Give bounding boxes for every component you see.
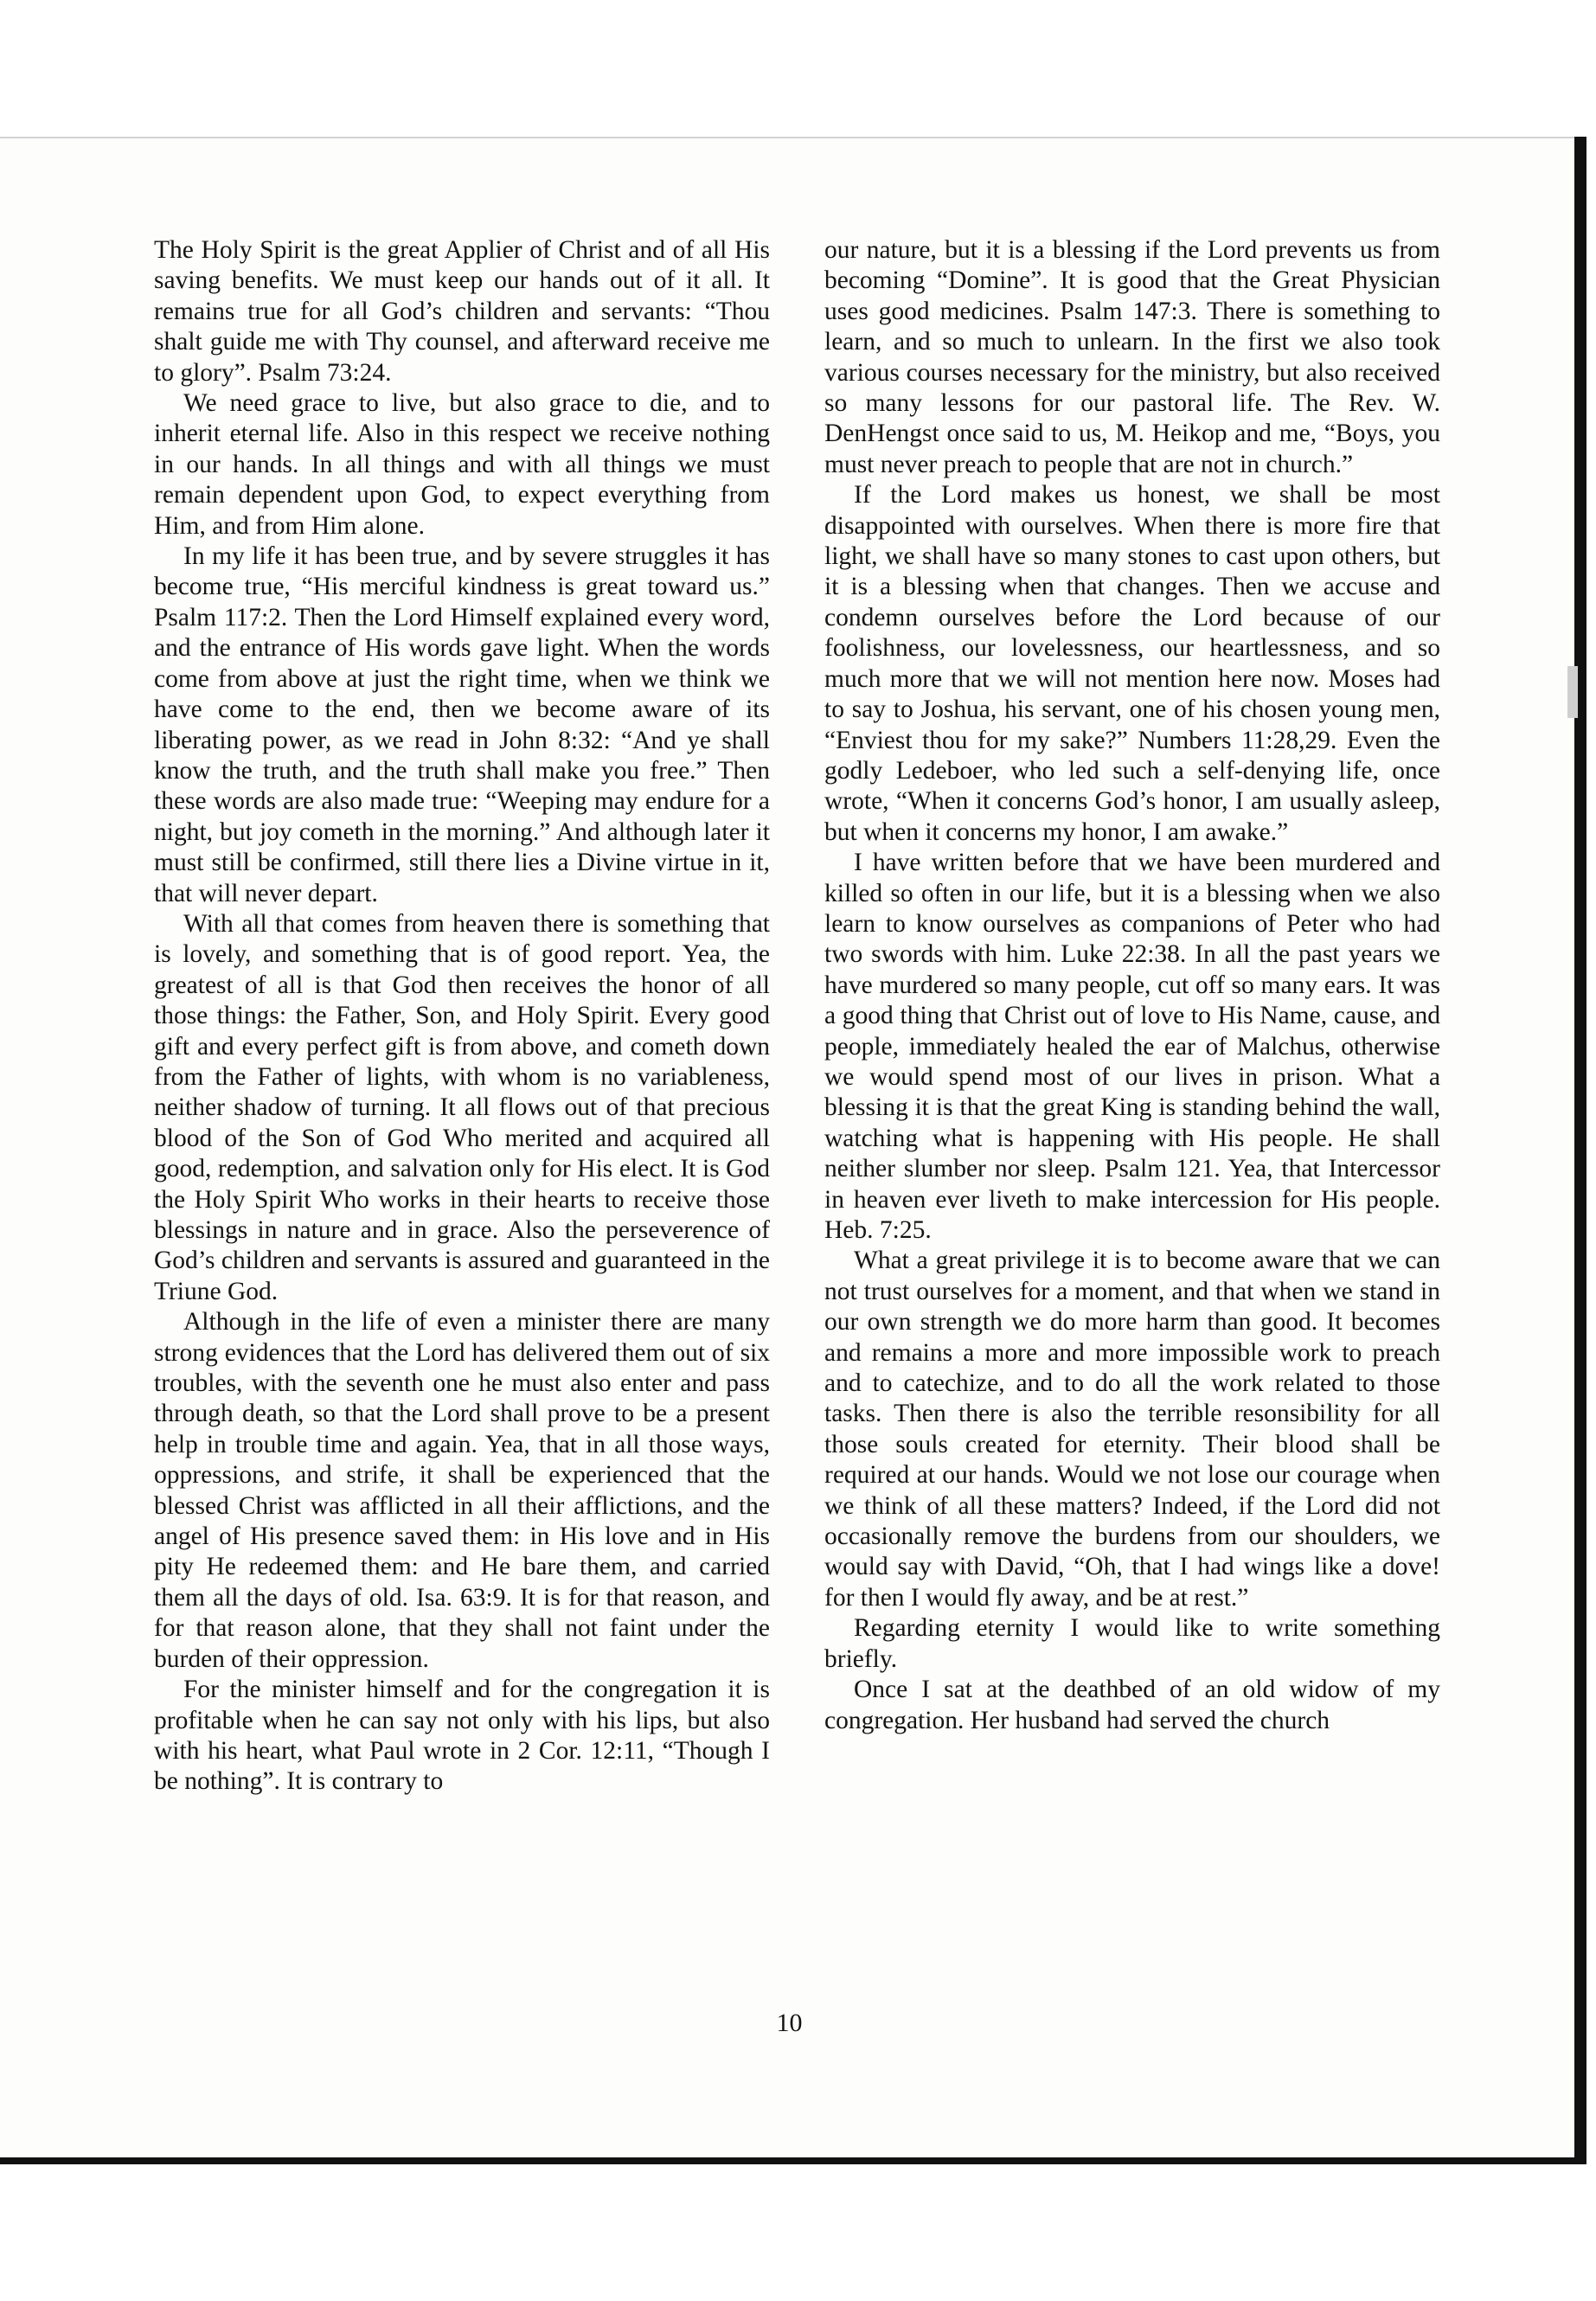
paragraph: For the minister himself and for the congregation it is profitable when he can say not only with his lips, but also with his heart, what Paul wrote in 2 Cor. 12:11, “Though I be nothing”. It is contrary to	[154, 1676, 770, 1796]
right-column	[824, 235, 1440, 1736]
page-edge-tab	[1567, 666, 1578, 718]
paragraph: We need grace to live, but also grace to die, and to inherit eternal life. Also in this respect we receive nothing in our hands. In all things and with all things we must remain dependent upon God, to expect everything from Him, and from Him alone.	[154, 389, 770, 540]
left-column	[154, 235, 770, 1798]
paragraph: I have written before that we have been murdered and killed so often in our life, but it is a blessing when we also learn to know ourselves as companions of Peter who had two swords with him. Luke 22:38. In all the past years we have murdered so many people, cut off so many ears. It was a good thing that Christ out of love to His Name, cause, and people, immediately healed the ear of Malchus, otherwise we would spend most of our lives in prison. What a blessing it is that the great King is standing behind the wall, watching what is happening with His people. He shall neither slumber nor sleep. Psalm 121. Yea, that Intercessor in heaven ever liveth to make intercession for His people. Heb. 7:25.	[824, 849, 1440, 1244]
paragraph: Regarding eternity I would like to write something briefly.	[824, 1614, 1440, 1673]
paragraph: Once I sat at the deathbed of an old widow of my congregation. Her husband had served the church	[824, 1676, 1440, 1734]
paragraph: In my life it has been true, and by severe struggles it has become true, “His merciful kindness is great toward us.” Psalm 117:2. Then the Lord Himself explained every word, and the entrance of His words gave light. When the words come from above at just the right time, when we think we have come to the end, then we become aware of its liberating power, as we read in John 8:32: “And ye shall know the truth, and the truth shall make you free.” Then these words are also made true: “Weeping may endure for a night, but joy cometh in the morning.” And although later it must still be confirmed, still there lies a Divine virtue in it, that will never depart.	[154, 542, 770, 907]
paragraph: The Holy Spirit is the great Applier of Christ and of all His saving benefits. We must keep our hands out of it all. It remains true for all God’s children and servants: “Thou shalt guide me with Thy counsel, and afterward receive me to glory”. Psalm 73:24.	[154, 236, 770, 387]
paragraph: With all that comes from heaven there is something that is lovely, and something that is of good report. Yea, the greatest of all is that God then receives the honor of all those things: the Father, Son, and Holy Spirit. Every good gift and every perfect gift is from above, and cometh down from the Father of lights, with whom is no variableness, neither shadow of turning. It all flows out of that precious blood of the Son of God Who merited and acquired all good, redemption, and salvation only for His elect. It is God the Holy Spirit Who works in their hearts to receive those blessings in nature and in grace. Also the perseverence of God’s children and servants is assured and guaranteed in the Triune God.	[154, 909, 770, 1305]
paragraph: Although in the life of even a minister there are many strong evidences that the Lord has delivered them out of six troubles, with the seventh one he must also enter and pass through death, so that the Lord shall prove to be a present help in trouble time and again. Yea, that in all those ways, oppressions, and strife, it shall be experienced that the blessed Christ was afflicted in all their afflictions, and the angel of His presence saved them: in His love and in His pity He redeemed them: and He bare them, and carried them all the days of old. Isa. 63:9. It is for that reason, and for that reason alone, that they shall not faint under the burden of their oppression.	[154, 1308, 770, 1673]
page-edge-shadow-right	[1574, 137, 1586, 2163]
paragraph: our nature, but it is a blessing if the Lord prevents us from becoming “Domine”. It is good that the Great Physician uses good medicines. Psalm 147:3. There is something to learn, and so much to unlearn. In the first we also took various courses necessary for the ministry, but also received so many lessons for our pastoral life. The Rev. W. DenHengst once said to us, M. Heikop and me, “Boys, you must never preach to people that are not in church.”	[824, 236, 1440, 478]
paragraph: What a great privilege it is to become aware that we can not trust ourselves for a moment, and that when we stand in our own strength we do more harm than good. It becomes and remains a more and more impossible work to preach and to catechize, and to do all the work related to those tasks. Then there is also the terrible resonsibility for all those souls created for eternity. Their blood shall be required at our hands. Would we not lose our courage when we think of all these matters? Indeed, if the Lord did not occasionally remove the burdens from our shoulders, we would say with David, “Oh, that I had wings like a dove! for then I would fly away, and be at rest.”	[824, 1247, 1440, 1612]
paragraph: If the Lord makes us honest, we shall be most disappointed with ourselves. When there is more fire that light, we shall have so many stones to cast upon others, but it is a blessing when that changes. Then we accuse and condemn ourselves before the Lord because of our foolishness, our lovelessness, our heartlessness, and so much more that we will not mention here now. Moses had to say to Joshua, his servant, one of his chosen young men, “Enviest thou for my sake?” Numbers 11:28,29. Even the godly Ledeboer, who led such a self-denying life, once wrote, “When it concerns God’s honor, I am usually asleep, but when it concerns my honor, I am awake.”	[824, 481, 1440, 846]
page-edge-shadow-bottom	[0, 2157, 1586, 2164]
page-number: 10	[776, 2009, 803, 2037]
